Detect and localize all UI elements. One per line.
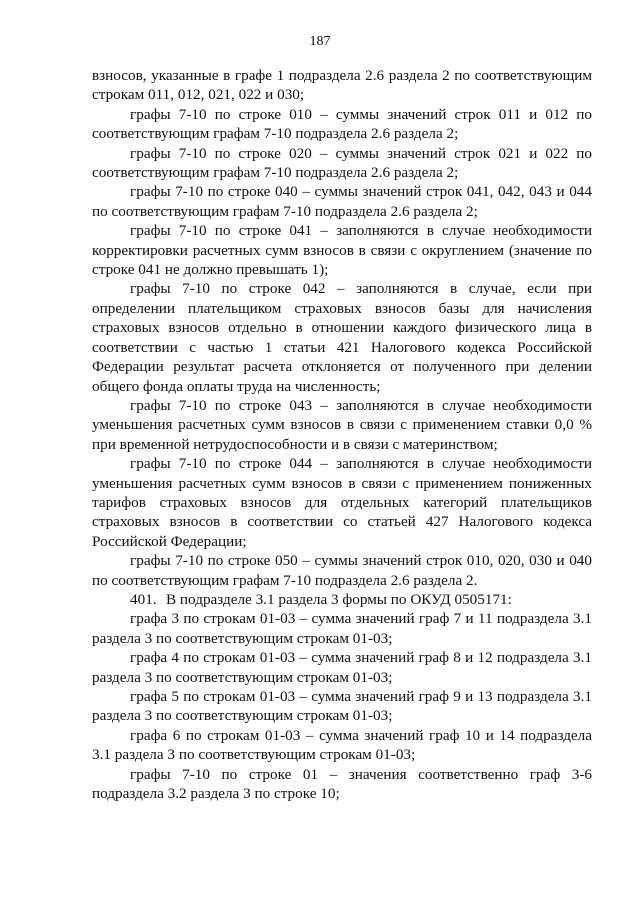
paragraph: графы 7-10 по строке 043 – заполняются в случае необходимости уменьшения расчетных сумм взносов в связи с применением ставки 0,0 % при временной нетрудоспособности и в связи с материнством; [92,396,592,453]
paragraph: взносов, указанные в графе 1 подраздела 2.6 раздела 2 по соответствующим строкам 011, 012, 021, 022 и 030; [92,67,592,104]
numbered-item [92,590,592,609]
paragraph: графы 7-10 по строке 010 – суммы значений строк 011 и 012 по соответствующим графам 7-10 подраздела 2.6 раздела 2; [92,105,592,143]
paragraph: графа 3 по строкам 01-03 – сумма значений граф 7 и 11 подраздела 3.1 раздела 3 по соответствующим строкам 01-03; [92,610,592,647]
document-body [92,66,592,803]
item-text: В подразделе 3.1 раздела 3 формы по ОКУД 0505171: [166,590,512,608]
paragraph: графа 5 по строкам 01-03 – сумма значений граф 9 и 13 подраздела 3.1 раздела 3 по соответствующим строкам 01-03; [92,688,592,725]
paragraph: графы 7-10 по строке 042 – заполняются в случае, если при определении плательщиком страховых взносов базы для начисления страховых взносов отдельно в отношении каждого физического лица в соответствии с частью 1 статьи 421 Налогового кодекса Российской Федерации результат расчета отклоняется от полученного при делении общего фонда оплаты труда на численность; [92,280,592,395]
paragraph: графы 7-10 по строке 041 – заполняются в случае необходимости корректировки расчетных сумм взносов в связи с округлением (значение по строке 041 не должно превышать 1); [92,222,592,279]
paragraph: графа 6 по строкам 01-03 – сумма значений граф 10 и 14 подраздела 3.1 раздела 3 по соответствующим строкам 01-03; [92,726,592,764]
paragraph: графы 7-10 по строке 01 – значения соответственно граф 3-6 подраздела 3.2 раздела 3 по строке 10; [92,765,592,803]
item-number: 401. [130,590,157,608]
paragraph: графа 4 по строкам 01-03 – сумма значений граф 8 и 12 подраздела 3.1 раздела 3 по соответствующим строкам 01-03; [92,649,592,686]
paragraph: графы 7-10 по строке 040 – суммы значений строк 041, 042, 043 и 044 по соответствующим графам 7-10 подраздела 2.6 раздела 2; [92,183,592,220]
page-number: 187 [309,34,331,49]
paragraph: графы 7-10 по строке 044 – заполняются в случае необходимости уменьшения расчетных сумм взносов в связи с применением пониженных тарифов страховых взносов для отдельных категорий плательщиков страховых взносов в соответствии со статьей 427 Налогового кодекса Российской Федерации; [92,455,592,550]
paragraph: графы 7-10 по строке 050 – суммы значений строк 010, 020, 030 и 040 по соответствующим графам 7-10 подраздела 2.6 раздела 2. [92,552,592,589]
paragraph: графы 7-10 по строке 020 – суммы значений строк 021 и 022 по соответствующим графам 7-10 подраздела 2.6 раздела 2; [92,144,592,182]
